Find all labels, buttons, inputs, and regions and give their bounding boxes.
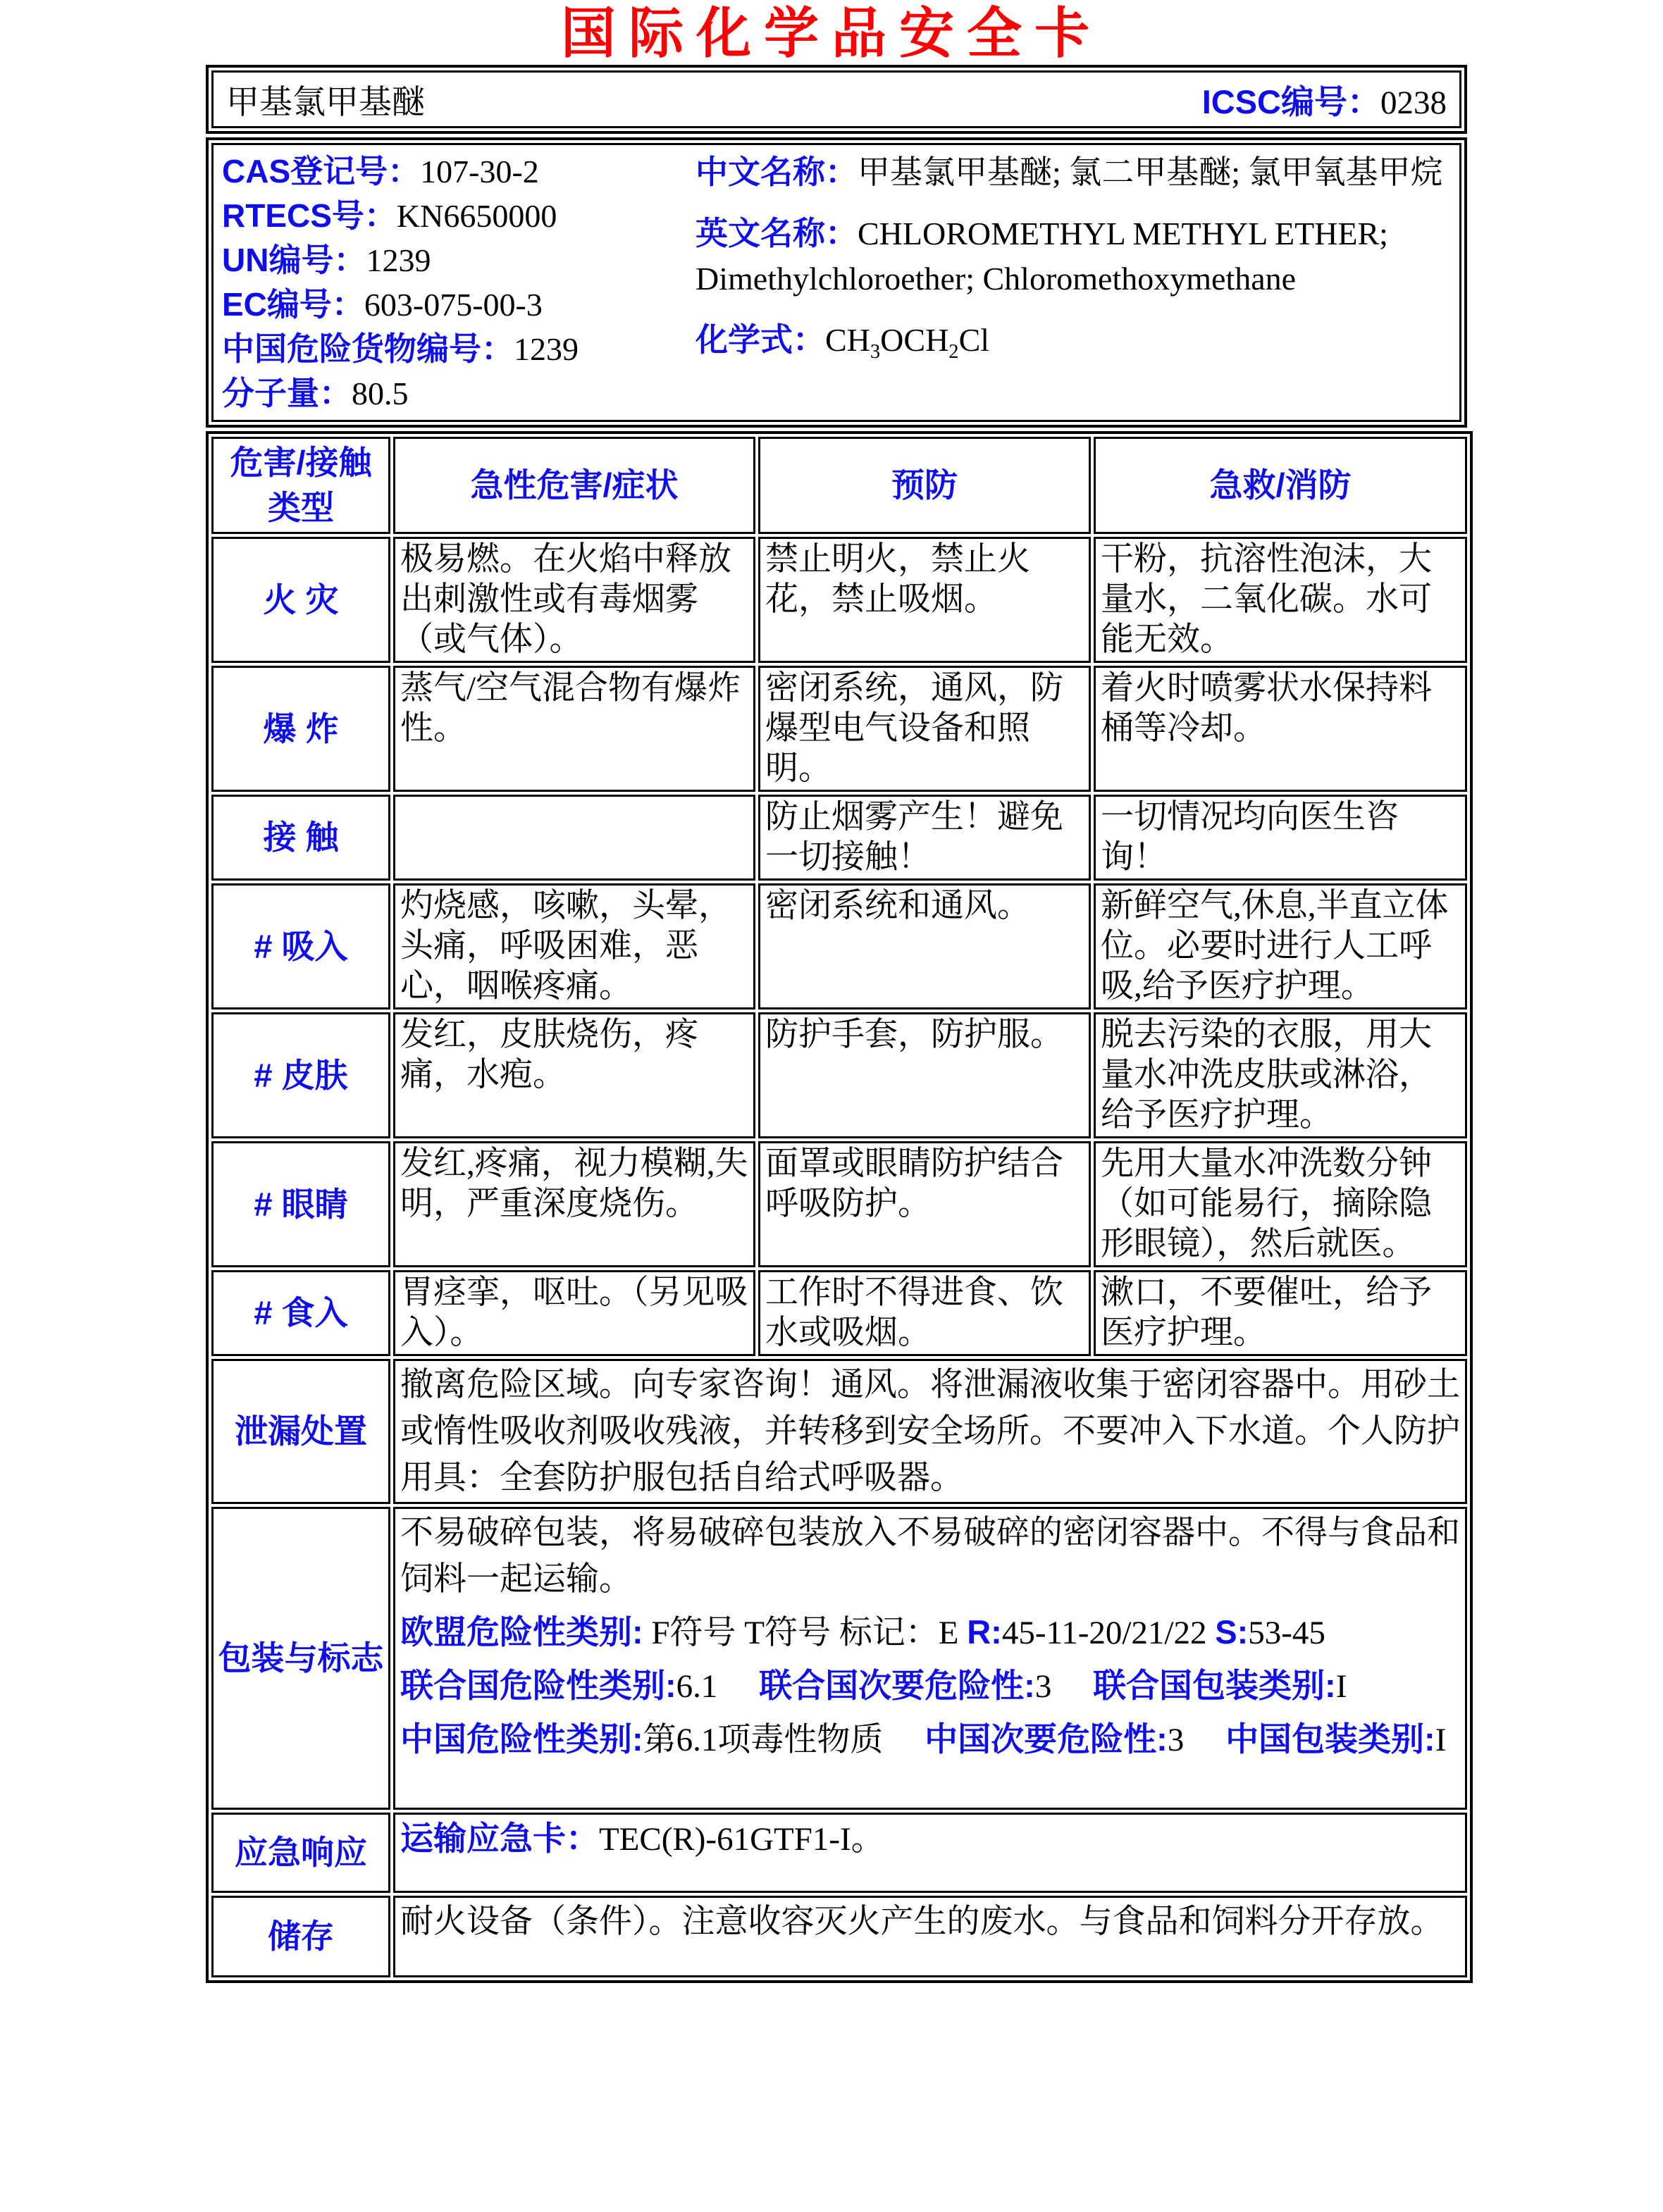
rtecs-number-row (222, 194, 696, 238)
row-label-explosion: 爆 炸 (211, 666, 390, 792)
row-label-inhalation: # 吸入 (211, 883, 390, 1009)
icsc-number (1202, 76, 1447, 123)
header-acute-hazards: 急性危害/症状 (393, 437, 755, 534)
eyes-symptom: 发红,疼痛，视力模糊,失明，严重深度烧伤。 (393, 1141, 755, 1267)
ingestion-firstaid: 漱口，不要催吐，给予医疗护理。 (1094, 1270, 1467, 1356)
un-number-row (222, 238, 696, 282)
skin-firstaid: 脱去污染的衣服，用大量水冲洗皮肤或淋浴，给予医疗护理。 (1094, 1012, 1467, 1138)
skin-symptom: 发红，皮肤烧伤，疼痛，水疱。 (393, 1012, 755, 1138)
page-title: 国际化学品安全卡 (560, 2, 1102, 64)
inhalation-prevention: 密闭系统和通风。 (758, 883, 1091, 1009)
section-paragraph: 撤离危险区域。向专家咨询！通风。将泄漏液收集于密闭容器中。用砂土或惰性吸收剂吸收残液，并转移到安全场所。不要冲入下水道。个人防护用具：全套防护服包括自给式呼吸器。 (400, 1367, 1460, 1496)
un-number-label: UN编号： (222, 242, 366, 278)
english-name-value: CHLOROMETHYL METHYL ETHER; Dimethylchloroether; Chloromethoxymethane (696, 216, 1388, 297)
row-storage (211, 1896, 1467, 1977)
section-paragraph: 欧盟危险性类别: F符号 T符号 标记：E R:45-11-20/21/22 S:53-45 (400, 1613, 1325, 1651)
rtecs-number-label: RTECS号： (222, 197, 397, 234)
header-firstaid-firefighting: 急救/消防 (1094, 437, 1467, 534)
card-sheet (206, 65, 1467, 1983)
section-paragraph: 联合国危险性类别:6.1 联合国次要危险性:3 联合国包装类别:I (400, 1667, 1347, 1705)
row-label-skin: # 皮肤 (211, 1012, 390, 1138)
exposure-symptom (393, 795, 755, 881)
row-label-exposure: 接 触 (211, 795, 390, 881)
row-label-fire: 火 灾 (211, 537, 390, 663)
molecular-weight-label: 分子量： (222, 375, 352, 411)
china-dg-number-label: 中国危险货物编号： (222, 330, 514, 367)
row-spill-disposal (211, 1359, 1467, 1504)
row-explosion (211, 666, 1467, 792)
row-packaging-labelling (211, 1507, 1467, 1810)
molecular-weight-value: 80.5 (352, 375, 409, 411)
cas-number-row (222, 149, 696, 194)
ingestion-prevention: 工作时不得进食、饮水或吸烟。 (758, 1270, 1091, 1356)
explosion-symptom: 蒸气/空气混合物有爆炸性。 (393, 666, 755, 792)
fire-prevention: 禁止明火，禁止火花，禁止吸烟。 (758, 537, 1091, 663)
ingestion-symptom: 胃痉挛，呕吐。（另见吸入）。 (393, 1270, 755, 1356)
explosion-firstaid: 着火时喷雾状水保持料桶等冷却。 (1094, 666, 1467, 792)
fire-firstaid: 干粉，抗溶性泡沫，大量水，二氧化碳。水可能无效。 (1094, 537, 1467, 663)
spill-disposal-content (393, 1359, 1467, 1504)
un-number-value: 1239 (366, 242, 431, 278)
hazard-table (206, 431, 1473, 1983)
china-dg-number-row (222, 327, 696, 371)
rtecs-number-value: KN6650000 (396, 198, 557, 234)
row-label-eyes: # 眼睛 (211, 1141, 390, 1267)
chemical-names (696, 149, 1451, 416)
row-label-storage: 储存 (211, 1896, 390, 1977)
row-emergency-response (211, 1813, 1467, 1893)
exposure-prevention: 防止烟雾产生！避免一切接触！ (758, 795, 1091, 881)
exposure-firstaid: 一切情况均向医生咨询！ (1094, 795, 1467, 881)
hazard-table-header-row (211, 437, 1467, 534)
chemical-name: 甲基氯甲基醚 (226, 84, 425, 121)
identifiers-layout (221, 147, 1452, 418)
eyes-firstaid: 先用大量水冲洗数分钟（如可能易行，摘除隐形眼镜），然后就医。 (1094, 1141, 1467, 1267)
english-name-label: 英文名称： (696, 215, 858, 251)
icsc-number-value: 0238 (1380, 84, 1447, 121)
row-label-ingestion: # 食入 (211, 1270, 390, 1356)
row-ingestion (211, 1270, 1467, 1356)
chinese-name-label: 中文名称： (696, 154, 858, 190)
china-dg-number-value: 1239 (514, 331, 579, 367)
molecular-weight-row (222, 371, 696, 416)
ec-number-row (222, 282, 696, 327)
row-exposure (211, 795, 1467, 881)
row-fire (211, 537, 1467, 663)
eyes-prevention: 面罩或眼睛防护结合呼吸防护。 (758, 1141, 1091, 1267)
row-inhalation (211, 883, 1467, 1009)
ec-number-label: EC编号： (222, 286, 364, 323)
section-paragraph: 运输应急卡：TEC(R)-61GTF1-I。 (400, 1820, 884, 1858)
formula-label: 化学式： (696, 321, 825, 358)
row-label-packaging-labelling: 包装与标志 (211, 1507, 390, 1810)
chinese-name-row (696, 149, 1447, 195)
header-hazard-type: 危害/接触 类型 (211, 437, 390, 534)
row-eyes (211, 1141, 1467, 1267)
inhalation-firstaid: 新鲜空气,休息,半直立体位。必要时进行人工呼吸,给予医疗护理。 (1094, 883, 1467, 1009)
english-name-row (696, 211, 1447, 302)
section-paragraph: 中国危险性类别:第6.1项毒性物质 中国次要危险性:3 中国包装类别:I (400, 1720, 1447, 1758)
inhalation-symptom: 灼烧感，咳嗽，头晕，头痛，呼吸困难，恶心，咽喉疼痛。 (393, 883, 755, 1009)
explosion-prevention: 密闭系统，通风，防爆型电气设备和照明。 (758, 666, 1091, 792)
ec-number-value: 603-075-00-3 (364, 287, 543, 323)
chemical-name-row (221, 74, 1452, 125)
section-paragraph: 耐火设备（条件）。注意收容灭火产生的废水。与食品和饲料分开存放。 (400, 1903, 1444, 1940)
storage-content (393, 1896, 1467, 1977)
cas-number-label: CAS登记号： (222, 153, 421, 189)
icsc-number-label: ICSC编号： (1201, 82, 1380, 120)
row-label-spill-disposal: 泄漏处置 (211, 1359, 390, 1504)
skin-prevention: 防护手套，防护服。 (758, 1012, 1091, 1138)
chinese-name-value: 甲基氯甲基醚; 氯二甲基醚; 氯甲氧基甲烷 (858, 154, 1443, 190)
row-label-emergency-response: 应急响应 (211, 1813, 390, 1893)
fire-symptom: 极易燃。在火焰中释放出刺激性或有毒烟雾（或气体）。 (393, 537, 755, 663)
emergency-response-content (393, 1813, 1467, 1893)
identifiers-panel (206, 137, 1467, 428)
section-paragraph: 不易破碎包装，将易破碎包装放入不易破碎的密闭容器中。不得与食品和饲料一起运输。 (400, 1515, 1460, 1598)
formula-row (696, 317, 1447, 363)
chemical-name-bar (206, 65, 1467, 134)
registry-numbers (222, 149, 696, 416)
formula-value: $CH_3OCH_2Cl$ (825, 322, 990, 364)
row-skin (211, 1012, 1467, 1138)
header-prevention: 预防 (758, 437, 1091, 534)
packaging-labelling-content (393, 1507, 1467, 1810)
cas-number-value: 107-30-2 (420, 154, 539, 189)
